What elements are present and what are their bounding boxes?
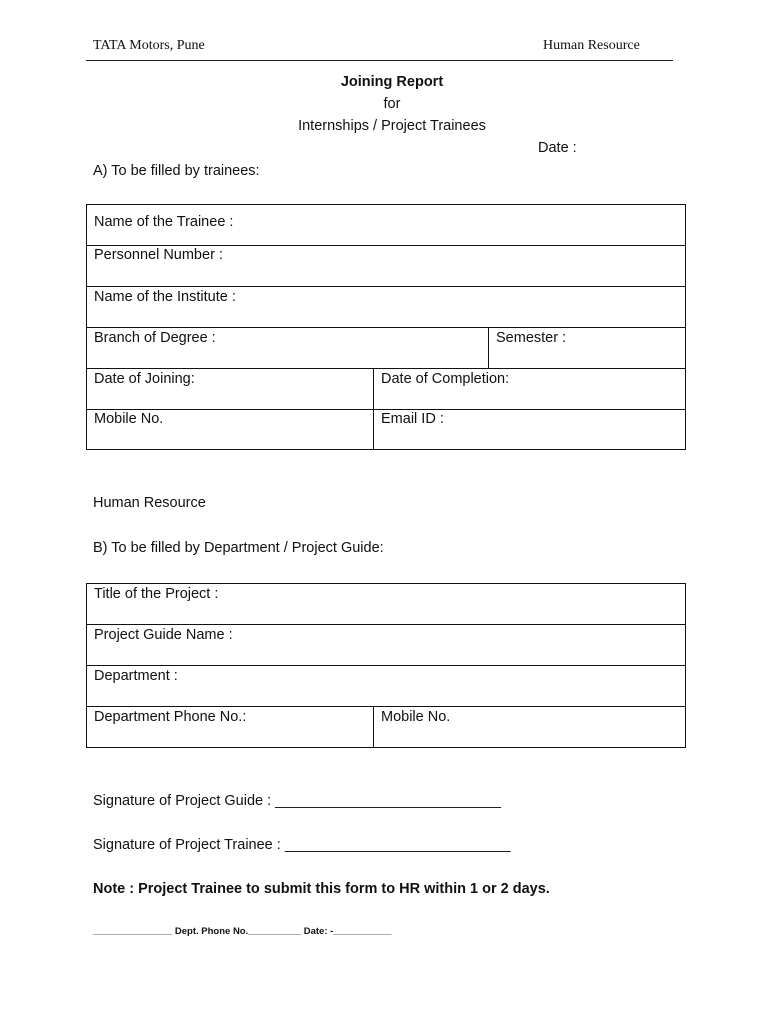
hr-label: Human Resource <box>93 495 206 511</box>
form-row <box>87 707 685 748</box>
form-row <box>87 666 685 707</box>
department-phone-field[interactable] <box>87 707 373 748</box>
submission-note: Note : Project Trainee to submit this form to HR within 1 or 2 days. <box>93 881 550 897</box>
date-of-joining-field[interactable] <box>87 369 373 409</box>
institute-name-label: Name of the Institute : <box>94 289 236 305</box>
personnel-number-field[interactable] <box>87 246 685 286</box>
report-subtitle: Internships / Project Trainees <box>298 118 486 134</box>
section-b-heading: B) To be filled by Department / Project Guide: <box>93 540 384 556</box>
project-guide-name-field[interactable] <box>87 625 685 665</box>
personnel-number-label: Personnel Number : <box>94 247 223 263</box>
semester-field[interactable] <box>488 328 685 368</box>
date-label: Date : <box>538 140 577 156</box>
header-department: Human Resource <box>543 38 640 53</box>
branch-of-degree-field[interactable] <box>87 328 488 368</box>
project-guide-name-label: Project Guide Name : <box>94 627 233 643</box>
email-id-field[interactable] <box>373 410 685 450</box>
header-rule <box>86 60 673 61</box>
date-of-completion-field[interactable] <box>373 369 685 409</box>
header-company: TATA Motors, Pune <box>93 38 205 53</box>
trainee-signature-line: Signature of Project Trainee : ____________________________ <box>93 837 511 853</box>
form-row <box>87 625 685 666</box>
form-row <box>87 369 685 410</box>
date-of-joining-label: Date of Joining: <box>94 371 195 387</box>
trainee-form <box>86 204 686 450</box>
project-title-label: Title of the Project : <box>94 586 219 602</box>
date-of-completion-label: Date of Completion: <box>381 371 510 387</box>
trainee-name-field[interactable] <box>87 205 685 245</box>
report-title: Joining Report <box>340 74 444 90</box>
project-title-field[interactable] <box>87 584 685 624</box>
footer-line: _______________ Dept. Phone No.__________ Date: -___________ <box>93 926 392 937</box>
form-row <box>87 287 685 328</box>
trainee-name-label: Name of the Trainee : <box>94 214 234 230</box>
guide-signature-line: Signature of Project Guide : ____________________________ <box>93 793 501 809</box>
guide-mobile-label: Mobile No. <box>381 709 451 725</box>
form-row <box>87 584 685 625</box>
form-row <box>87 205 685 246</box>
department-label: Department : <box>94 668 178 684</box>
trainee-mobile-label: Mobile No. <box>94 411 164 427</box>
institute-name-field[interactable] <box>87 287 685 327</box>
email-id-label: Email ID : <box>381 411 444 427</box>
guide-mobile-field[interactable] <box>373 707 685 748</box>
department-form <box>86 583 686 748</box>
trainee-mobile-field[interactable] <box>87 410 373 450</box>
department-field[interactable] <box>87 666 685 706</box>
branch-of-degree-label: Branch of Degree : <box>94 330 216 346</box>
report-title-for: for <box>383 96 401 112</box>
form-row <box>87 246 685 287</box>
department-phone-label: Department Phone No.: <box>94 709 247 725</box>
form-row <box>87 328 685 369</box>
section-a-heading: A) To be filled by trainees: <box>93 163 260 179</box>
form-row <box>87 410 685 450</box>
semester-label: Semester : <box>496 330 567 346</box>
